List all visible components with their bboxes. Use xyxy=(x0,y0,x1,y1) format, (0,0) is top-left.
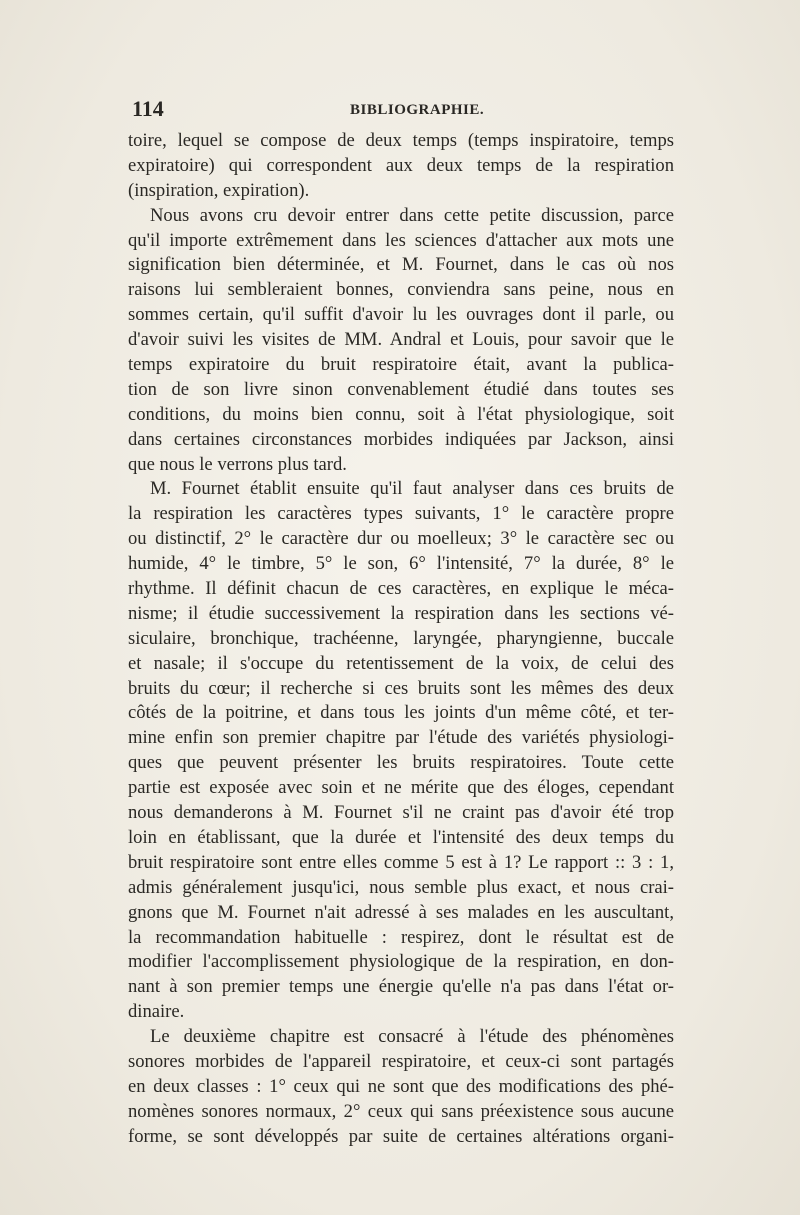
text-line: temps expiratoire du bruit respiratoire était, avant la publica- xyxy=(128,354,674,376)
text-line: nous demanderons à M. Fournet s'il ne craint pas d'avoir été trop xyxy=(128,802,674,824)
text-line: qu'il importe extrêmement dans les sciences d'attacher aux mots une xyxy=(128,229,674,251)
text-line: tion de son livre sinon convenablement étudié dans toutes ses xyxy=(128,378,674,400)
text-line: partie est exposée avec soin et ne mérite que des éloges, cependant xyxy=(128,777,674,799)
text-line: nomènes sonores normaux, 2° ceux qui sans préexistence sous aucune xyxy=(128,1100,674,1122)
text-line: bruit respiratoire sont entre elles comme 5 est à 1? Le rapport :: 3 : 1, xyxy=(128,851,674,873)
running-title: BIBLIOGRAPHIE. xyxy=(350,102,485,118)
text-line: bruits du cœur; il recherche si ces bruits sont les mêmes des deux xyxy=(128,677,674,699)
text-line: toire, lequel se compose de deux temps (temps inspiratoire, temps xyxy=(128,130,674,151)
text-line: la respiration les caractères types suivants, 1° le caractère propre xyxy=(128,503,674,525)
text-line: loin en établissant, que la durée et l'intensité des deux temps du xyxy=(128,826,674,848)
text-line: mine enfin son premier chapitre par l'étude des variétés physiologi- xyxy=(128,727,674,749)
body-text xyxy=(128,129,674,1150)
text-line: rhythme. Il définit chacun de ces caractères, en explique le méca- xyxy=(128,578,674,600)
text-line: siculaire, bronchique, trachéenne, laryngée, pharyngienne, buccale xyxy=(128,627,674,649)
text-line: Nous avons cru devoir entrer dans cette petite discussion, parce xyxy=(150,204,674,226)
text-line: Le deuxième chapitre est consacré à l'étude des phénomènes xyxy=(150,1026,674,1048)
text-line: nisme; il étudie successivement la respiration dans les sections vé- xyxy=(128,602,674,624)
text-line: (inspiration, expiration). xyxy=(128,179,310,201)
text-line: expiratoire) qui correspondent aux deux temps de la respiration xyxy=(128,154,674,176)
text-line: ou distinctif, 2° le caractère dur ou moelleux; 3° le caractère sec ou xyxy=(128,528,674,550)
text-line: ques que peuvent présenter les bruits respiratoires. Toute cette xyxy=(128,752,674,774)
text-line: humide, 4° le timbre, 5° le son, 6° l'intensité, 7° la durée, 8° le xyxy=(128,553,674,575)
text-line: nant à son premier temps une énergie qu'elle n'a pas dans l'état or- xyxy=(128,976,674,998)
text-line: modifier l'accomplissement physiologique de la respiration, en don- xyxy=(128,951,674,973)
text-line: d'avoir suivi les visites de MM. Andral et Louis, pour savoir que le xyxy=(128,329,674,351)
text-line: côtés de la poitrine, et dans tous les joints d'un même côté, et ter- xyxy=(128,702,674,724)
text-line: sonores morbides de l'appareil respiratoire, et ceux-ci sont partagés xyxy=(128,1050,674,1072)
text-line: gnons que M. Fournet n'ait adressé à ses malades en les auscultant, xyxy=(128,901,674,923)
text-line: dans certaines circonstances morbides indiquées par Jackson, ainsi xyxy=(128,428,674,450)
text-line: raisons lui sembleraient bonnes, conviendra sans peine, nous en xyxy=(128,279,674,301)
text-line: signification bien déterminée, et M. Fournet, dans le cas où nos xyxy=(128,254,674,276)
text-line: M. Fournet établit ensuite qu'il faut analyser dans ces bruits de xyxy=(150,478,674,500)
text-line: conditions, du moins bien connu, soit à l'état physiologique, soit xyxy=(128,403,674,425)
text-line: que nous le verrons plus tard. xyxy=(128,453,347,475)
text-line: dinaire. xyxy=(128,1001,185,1023)
text-line: en deux classes : 1° ceux qui ne sont que des modifications des phé- xyxy=(128,1075,674,1097)
text-line: et nasale; il s'occupe du retentissement de la voix, de celui des xyxy=(128,652,674,674)
text-line: la recommandation habituelle : respirez, dont le résultat est de xyxy=(128,926,674,948)
page-header xyxy=(128,96,672,126)
text-line: sommes certain, qu'il suffit d'avoir lu les ouvrages dont il parle, ou xyxy=(128,304,674,326)
text-line: forme, se sont développés par suite de certaines altérations organi- xyxy=(128,1125,674,1147)
text-line: admis généralement jusqu'ici, nous semble plus exact, et nous crai- xyxy=(128,876,674,898)
page-number: 114 xyxy=(132,96,164,121)
